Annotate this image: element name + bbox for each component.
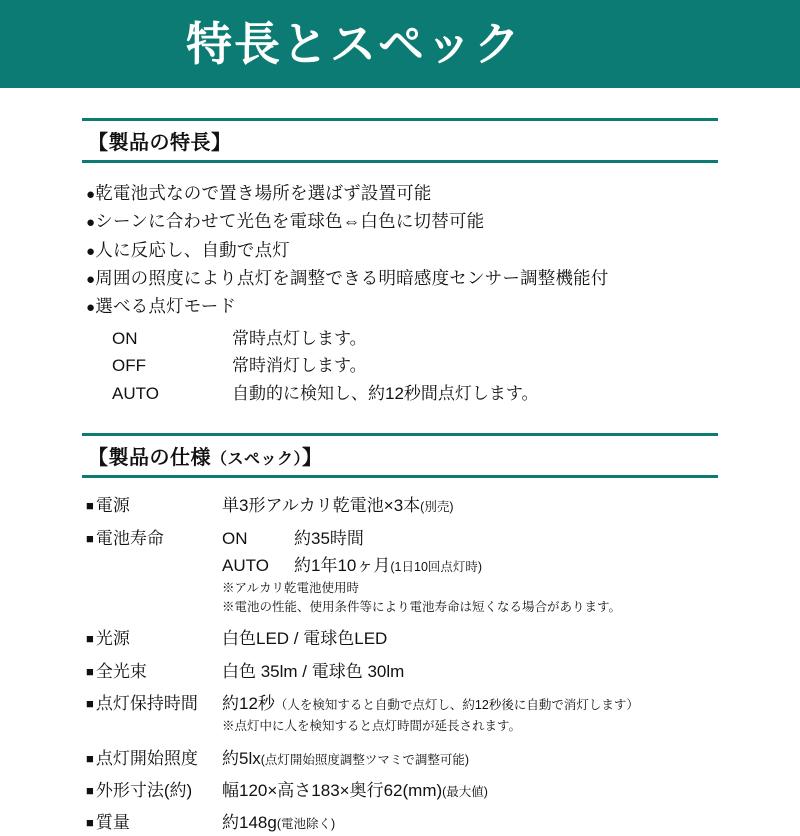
page-title: 特長とスペック <box>186 18 522 70</box>
spec-row <box>86 492 766 519</box>
spec-value: 白色 35lm / 電球色 30lm <box>222 661 405 681</box>
feature-text: 選べる点灯モード <box>95 296 237 317</box>
spec-table <box>86 492 766 836</box>
mode-row <box>112 380 746 408</box>
feature-text: 人に反応し、自動で点灯 <box>95 239 290 260</box>
bullet-icon: ● <box>86 299 96 317</box>
spec-row <box>86 525 766 579</box>
feature-text: シーンに合わせて光色を電球色⇔白色に切替可能 <box>95 211 485 232</box>
spec-value-text: 単3形アルカリ乾電池×3本 <box>222 496 421 516</box>
spec-label-text: 全光束 <box>95 661 147 681</box>
spec-value <box>222 690 766 717</box>
square-bullet-icon: ■ <box>86 498 94 514</box>
features-section-heading: 【製品の特長】 <box>82 118 718 163</box>
bullet-icon: ● <box>86 214 96 232</box>
spec-value-text: 幅120×高さ183×奥行62(mm) <box>222 780 443 800</box>
spec-label <box>86 492 222 519</box>
spec-value-text: 約5lx <box>222 748 261 768</box>
spec-value-text: 約148g <box>222 813 277 833</box>
battery-life-row <box>222 552 766 579</box>
battery-life-mode: AUTO <box>222 555 269 575</box>
spec-label-text: 光源 <box>95 629 130 649</box>
spec-value-note: (別売) <box>420 500 454 515</box>
spec-label-text: 外形寸法(約) <box>95 780 193 800</box>
spec-label-text: 点灯開始照度 <box>95 748 198 768</box>
square-bullet-icon: ■ <box>86 631 94 647</box>
bullet-icon: ● <box>86 186 96 203</box>
spec-label-text: 質量 <box>95 813 130 833</box>
spec-label-text: 点灯保持時間 <box>95 693 198 713</box>
mode-description: 常時消灯します。 <box>232 356 367 376</box>
square-bullet-icon: ■ <box>86 663 94 679</box>
spec-row <box>86 745 766 772</box>
spec-label <box>86 809 222 836</box>
spec-label-text: 電源 <box>95 496 130 516</box>
spec-value-note: (電池除く) <box>276 817 336 832</box>
spec-label <box>86 525 222 552</box>
battery-note: ※アルカリ乾電池使用時 <box>222 580 360 595</box>
battery-life-row <box>222 525 766 552</box>
spec-label <box>86 625 222 652</box>
feature-item <box>86 236 746 264</box>
feature-item <box>86 207 746 235</box>
bullet-icon: ● <box>86 271 96 289</box>
spec-value: 白色LED / 電球色LED <box>222 629 388 649</box>
battery-life-value-note: (1日10回点灯時) <box>390 559 483 574</box>
spec-value-note: （人を検知すると自動で点灯し、約12秒後に自動で消灯します） <box>274 697 639 712</box>
spec-value-note: (点灯開始照度調整ツマミで調整可能) <box>260 752 470 767</box>
feature-item <box>86 264 746 292</box>
feature-text: 周囲の照度により点灯を調整できる明暗感度センサー調整機能付 <box>95 268 609 289</box>
hold-time-note: ※点灯中に人を検知すると点灯時間が延長されます。 <box>222 718 522 733</box>
mode-description: 常時点灯します。 <box>232 328 367 348</box>
features-list <box>86 179 746 407</box>
battery-life-value <box>294 552 482 579</box>
square-bullet-icon: ■ <box>86 530 94 546</box>
battery-note: ※電池の性能、使用条件等により電池寿命は短くなる場合があります。 <box>222 599 622 614</box>
spec-section-heading <box>82 433 718 478</box>
spec-heading-end: 】 <box>302 447 323 470</box>
spec-row <box>86 690 766 717</box>
spec-row <box>86 658 766 685</box>
spec-value-note: (最大値) <box>442 784 488 799</box>
battery-life-mode: ON <box>222 528 248 548</box>
spec-heading-paren: （スペック） <box>211 451 303 469</box>
spec-value-text: 約12秒 <box>222 693 275 713</box>
spec-row <box>86 809 766 836</box>
spec-label <box>86 745 222 772</box>
mode-row <box>112 352 746 380</box>
square-bullet-icon: ■ <box>86 695 94 711</box>
feature-item <box>86 179 746 207</box>
spec-label <box>86 690 222 717</box>
mode-name: ON <box>112 328 138 348</box>
spec-value <box>222 745 766 772</box>
mode-name: OFF <box>112 356 146 376</box>
spec-value <box>222 809 766 836</box>
bullet-icon: ● <box>86 242 96 260</box>
square-bullet-icon: ■ <box>86 782 94 798</box>
battery-life-value-text: 約1年10ヶ月 <box>294 555 391 575</box>
square-bullet-icon: ■ <box>86 750 94 766</box>
spec-value <box>222 492 766 519</box>
mode-description: 自動的に検知し、約12秒間点灯します。 <box>232 383 539 403</box>
spec-heading-main: 【製品の仕様 <box>88 447 211 470</box>
mode-row <box>112 325 746 353</box>
spec-row <box>86 625 766 652</box>
header-banner <box>0 0 800 88</box>
spec-value <box>222 525 766 579</box>
spec-label <box>86 658 222 685</box>
feature-item <box>86 292 746 320</box>
lighting-mode-table <box>112 325 746 408</box>
feature-text: 乾電池式なので置き場所を選ばず設置可能 <box>95 183 432 203</box>
spec-label-text: 電池寿命 <box>95 528 164 548</box>
battery-life-value: 約35時間 <box>294 528 364 548</box>
square-bullet-icon: ■ <box>86 815 94 831</box>
mode-name: AUTO <box>112 383 159 403</box>
